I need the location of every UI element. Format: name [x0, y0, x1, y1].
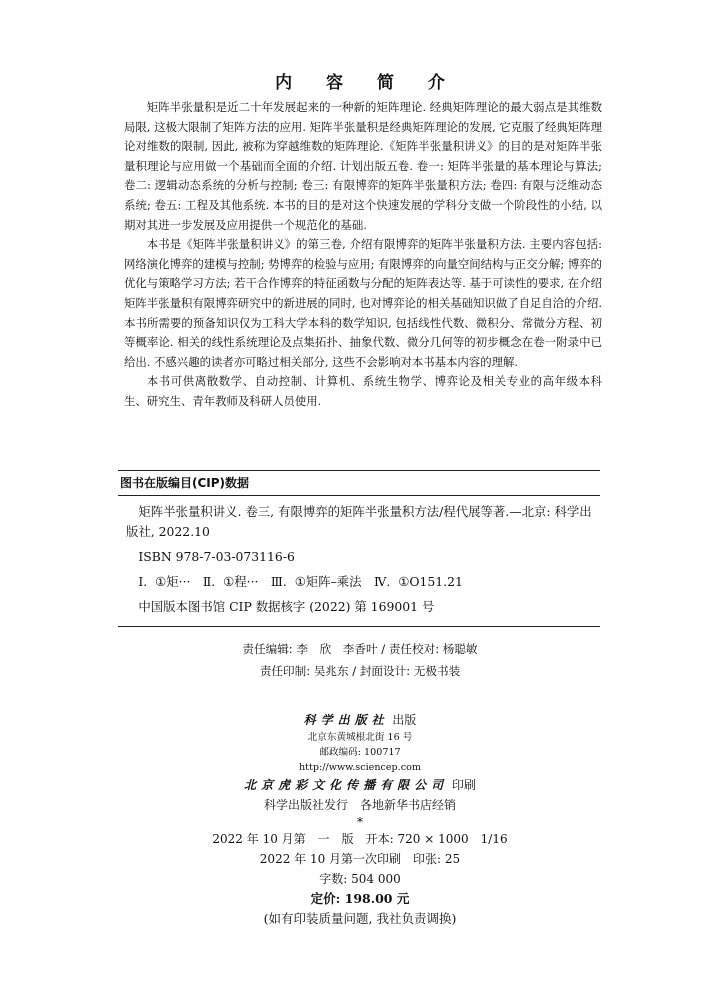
publisher-logo-text: 科学出版社	[303, 713, 389, 727]
intro-paragraph-1: 矩阵半张量积是近二十年发展起来的一种新的矩阵理论. 经典矩阵理论的最大弱点是其维数局限, 这极大限制了矩阵方法的应用. 矩阵半张量积是经典矩阵理论的发展, 它克服了经典矩阵理论对维数的限制, 因此, 被称为穿越维数的矩阵理论.《矩阵半张量积讲义》的目的是对矩阵半张量积理论与应用做一个基础而全面的介绍. 计划出版五卷. 卷一: 矩阵半张量的基本理论与算法; 卷二: 逻辑动态系统的分析与控制; 卷三: 有限博弈的矩阵半张量积方法; 卷四: 有限与泛维动态系统; 卷五: 工程及其他系统. 本书的目的是对这个快速发展的学科分支做一个阶段性的小结, 以期对其进一步发展及应用提供一个规范化的基础.	[124, 100, 602, 232]
introduction-section	[124, 98, 602, 412]
cip-library-number: 中国版本图书馆 CIP 数据核字 (2022) 第 169001 号	[138, 599, 435, 614]
publisher-suffix: 出版	[392, 713, 417, 727]
quality-notice: (如有印装质量问题, 我社负责调换)	[263, 911, 457, 926]
cip-heading: 图书在版编目(CIP)数据	[118, 471, 600, 496]
price: 定价: 198.00 元	[310, 891, 410, 906]
publisher-address: 北京东黄城根北街 16 号	[307, 732, 413, 743]
printing-line: 2022 年 10 月第一次印刷 印张: 25	[259, 852, 461, 866]
printer-suffix: 印刷	[451, 778, 476, 792]
edition-line: 2022 年 10 月第 一 版 开本: 720 × 1000 1/16	[212, 832, 508, 846]
imprint-section	[0, 710, 720, 929]
printer-logo-text: 北京虎彩文化传播有限公司	[244, 778, 449, 792]
cip-classification: Ⅰ. ①矩··· Ⅱ. ①程··· Ⅲ. ①矩阵–乘法 Ⅳ. ①O151.21	[138, 574, 463, 589]
page-title: 内 容 简 介	[275, 73, 459, 93]
printer-line	[0, 775, 720, 795]
credits-line-editors: 责任编辑: 李 欣 李香叶 / 责任校对: 杨聪敏	[242, 642, 478, 656]
cip-isbn: ISBN 978-7-03-073116-6	[138, 549, 295, 564]
separator-star: *	[357, 815, 363, 829]
publisher-line	[0, 710, 720, 730]
intro-paragraph-3: 本书可供离散数学、自动控制、计算机、系统生物学、博弈论及相关专业的高年级本科生、研究生、青年教师及科研人员使用.	[124, 374, 602, 408]
word-count: 字数: 504 000	[319, 872, 401, 886]
distribution-line: 科学出版社发行 各地新华书店经销	[263, 798, 456, 812]
editorial-credits	[0, 638, 720, 682]
credits-line-production: 责任印制: 吴兆东 / 封面设计: 无极书装	[259, 664, 461, 678]
publisher-website: http://www.sciencep.com	[299, 762, 421, 773]
cip-data-box	[118, 470, 600, 627]
intro-paragraph-2: 本书是《矩阵半张量积讲义》的第三卷, 介绍有限博弈的矩阵半张量积方法. 主要内容包括: 网络演化博弈的建模与控制; 势博弈的检验与应用; 有限博弈的向量空间结构与正交分解; 博弈的优化与策略学习方法; 若干合作博弈的特征函数与分配的矩阵表达等. 基于可读性的要求, 在介绍矩阵半张量积有限博弈研究中的新进展的同时, 也对博弈论的相关基础知识做了自足自洽的介绍. 本书所需要的预备知识仅为工科大学本科的数学知识, 包括线性代数、微积分、常微分方程、初等概率论. 相关的线性系统理论及点集拓扑、抽象代数、微分几何等的初步概念在卷一附录中已给出. 不感兴趣的读者亦可略过相关部分, 这些不会影响对本书基本内容的理解.	[124, 237, 603, 369]
publisher-postcode: 邮政编码: 100717	[319, 747, 401, 758]
cip-record: 矩阵半张量积讲义. 卷三, 有限博弈的矩阵半张量积方法/程代展等著.—北京: 科学出版社, 2022.10	[126, 504, 592, 539]
cip-body	[118, 496, 600, 617]
